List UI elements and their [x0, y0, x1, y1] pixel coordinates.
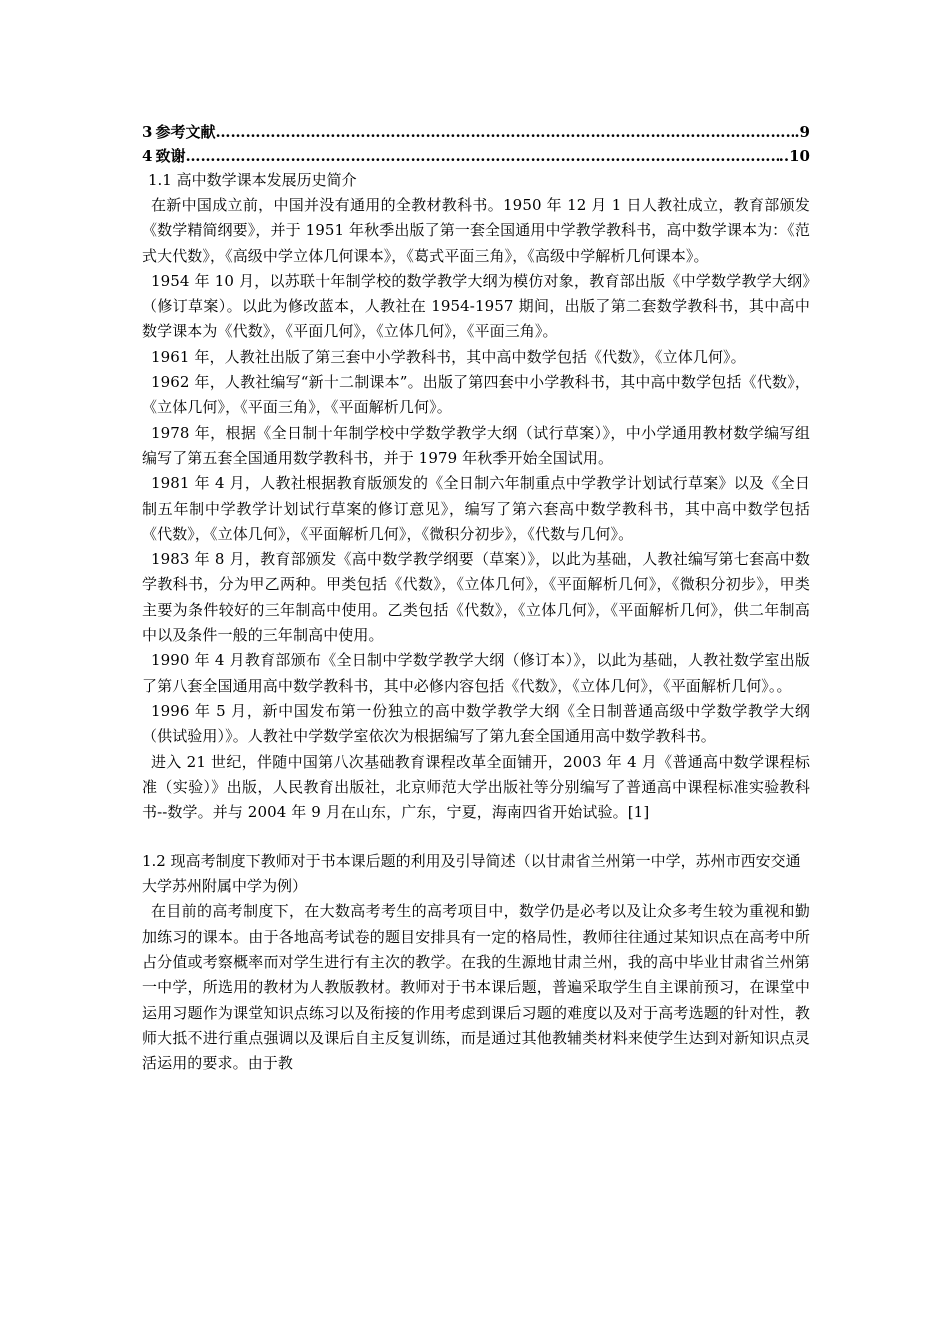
toc-page-number: ..10	[778, 147, 810, 165]
paragraph: 1996 年 5 月，新中国发布第一份独立的高中数学教学大纲《全日制普通高级中学数学教学大纲（供试验用）》。人教社中学数学室依次为根据编写了第九套全国通用高中数学教科书。	[142, 701, 810, 746]
toc-title: 参考文献	[155, 123, 216, 141]
document-page	[142, 120, 810, 1077]
toc-leader-dots	[215, 120, 794, 144]
section-heading-1-1: 1.1 高中数学课本发展历史简介	[148, 171, 357, 189]
paragraph: 1978 年，根据《全日制十年制学校中学数学教学大纲（试行草案）》，中小学通用教材数学编写组编写了第五套全国通用数学教科书，并于 1979 年秋季开始全国试用。	[142, 423, 810, 467]
paragraph: 1962 年，人教社编写“新十二制课本”。出版了第四套中小学教科书，其中高中数学包括《代数》，《立体几何》，《平面三角》，《平面解析几何》。	[142, 373, 810, 417]
toc-entry-references[interactable]	[142, 120, 810, 144]
paragraph: 1983 年 8 月，教育部颁发《高中数学教学纲要（草案）》，以此为基础，人教社编写第七套高中数学教科书，分为甲乙两种。甲类包括《代数》，《立体几何》，《平面解析几何》，《微积分初步》，甲类主要为条件较好的三年制高中使用。乙类包括《代数》，《立体几何》，《平面解析几何》，供二年制高中以及条件一般的三年制高中使用。	[142, 550, 810, 645]
toc-number: 3	[142, 123, 153, 141]
paragraph: 在新中国成立前，中国并没有通用的全教材教科书。1950 年 12 月 1 日人教社成立，教育部颁发《数学精简纲要》，并于 1951 年秋季出版了第一套全国通用中学教学教科书，高中数学课本为：《范式大代数》，《高级中学立体几何课本》，《葛式平面三角》，《高级中学解析几何课本》。	[142, 196, 810, 265]
paragraph: 1981 年 4 月，人教社根据教育版颁发的《全日制六年制重点中学教学计划试行草案》以及《全日制五年制中学教学计划试行草案的修订意见》，编写了第六套高中数学教科书，其中高中数学包括《代数》，《立体几何》，《平面解析几何》，《微积分初步》，《代数与几何》。	[142, 474, 810, 543]
toc-title: 致谢	[155, 147, 186, 165]
paragraph: 1961 年，人教社出版了第三套中小学教科书，其中高中数学包括《代数》，《立体几何》。	[151, 347, 746, 366]
paragraph: 1954 年 10 月，以苏联十年制学校的数学教学大纲为模仿对象，教育部出版《中学数学教学大纲》（修订草案）。以此为修改蓝本，人教社在 1954-1957 期间，出版了第二套数学教科书，其中高中数学课本为《代数》，《平面几何》，《立体几何》，《平面三角》。	[142, 271, 810, 341]
section-gap	[142, 825, 810, 849]
toc-leader-dots	[185, 144, 778, 168]
paragraph: 在目前的高考制度下，在大数高考考生的高考项目中，数学仍是必考以及让众多考生较为重视和勤加练习的课本。由于各地高考试卷的题目安排具有一定的格局性，教师往往通过某知识点在高考中所占分值或考察概率而对学生进行有主次的教学。在我的生源地甘肃兰州，我的高中毕业甘肃省兰州第一中学，所选用的教材为人教版教材。教师对于书本课后题，普遍采取学生自主课前预习，在课堂中运用习题作为课堂知识点练习以及衔接的作用考虑到课后习题的难度以及对于高考选题的针对性，教师大抵不进行重点强调以及课后自主反复训练，而是通过其他教辅类材料来使学生达到对新知识点灵活运用的要求。由于教	[142, 902, 810, 1073]
paragraph: 1990 年 4 月教育部颁布《全日制中学数学教学大纲（修订本）》，以此为基础，人教社数学室出版了第八套全国通用高中数学教科书，其中必修内容包括《代数》，《立体几何》，《平面解析几何》。。	[142, 651, 810, 695]
paragraph: 进入 21 世纪，伴随中国第八次基础教育课程改革全面铺开，2003 年 4 月《普通高中数学课程标准（实验）》出版，人民教育出版社，北京师范大学出版社等分别编写了普通高中课程标准实验教科书--数学。并与 2004 年 9 月在山东，广东，宁夏，海南四省开始试验。[1]	[142, 752, 810, 822]
toc-page-number: .9	[794, 123, 810, 141]
toc-number: 4	[142, 147, 153, 165]
section-heading-1-2: 1.2 现高考制度下教师对于书本课后题的利用及引导简述（以甘肃省兰州第一中学，苏州市西安交通大学苏州附属中学为例）	[142, 852, 801, 896]
toc-entry-acknowledgements[interactable]	[142, 144, 810, 168]
